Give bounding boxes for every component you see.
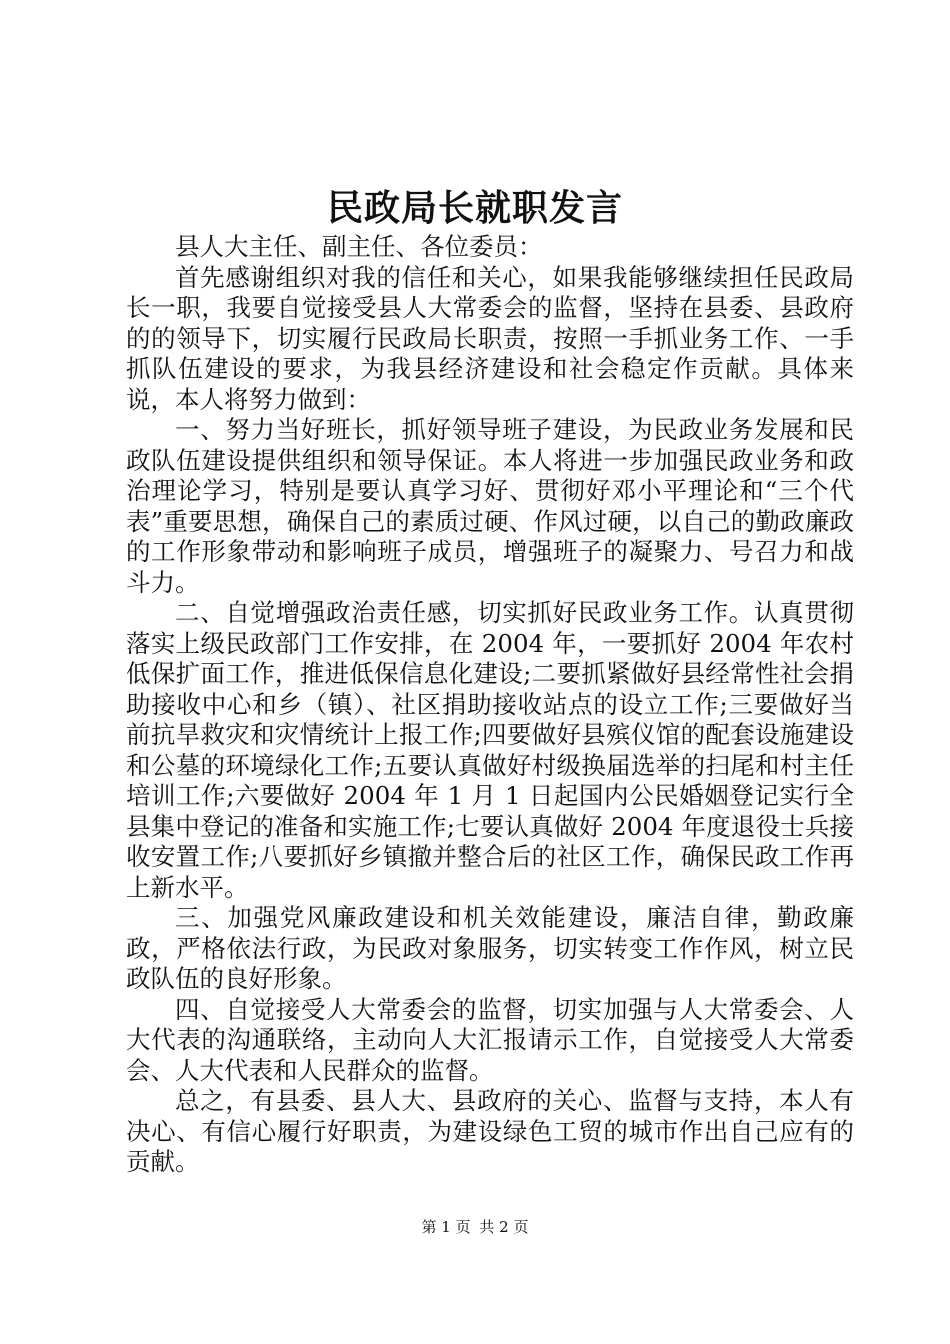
- page-footer: [0, 1217, 950, 1237]
- paragraph-intro: 首先感谢组织对我的信任和关心，如果我能够继续担任民政局长一职，我要自觉接受县人大常委会的监督，坚持在县委、县政府的的领导下，切实履行民政局长职责，按照一手抓业务工作、一手抓队伍建设的要求，为我县经济建设和社会稳定作贡献。具体来说，本人将努力做到：: [126, 262, 854, 414]
- paragraph-conclusion: 总之，有县委、县人大、县政府的关心、监督与支持，本人有决心、有信心履行好职责，为建设绿色工贸的城市作出自己应有的贡献。: [126, 1086, 854, 1176]
- document-title: 民政局长就职发言: [326, 187, 623, 229]
- document-body: [126, 232, 854, 1178]
- paragraph-four: 四、自觉接受人大常委会的监督，切实加强与人大常委会、人大代表的沟通联络，主动向人大汇报请示工作，自觉接受人大常委会、人大代表和人民群众的监督。: [126, 994, 854, 1085]
- paragraph-one: 一、努力当好班长，抓好领导班子建设，为民政业务发展和民政队伍建设提供组织和领导保证。本人将进一步加强民政业务和政治理论学习，特别是要认真学习好、贯彻好邓小平理论和“三个代表”重要思想，确保自己的素质过硬、作风过硬，以自己的勤政廉政的工作形象带动和影响班子成员，增强班子的凝聚力、号召力和战斗力。: [126, 415, 854, 597]
- salutation: 县人大主任、副主任、各位委员：: [175, 232, 543, 261]
- paragraph-two: 二、自觉增强政治责任感，切实抓好民政业务工作。认真贯彻落实上级民政部门工作安排，在 2004 年，一要抓好 2004 年农村低保扩面工作，推进低保信息化建设;二要抓紧做好县经常性社会捐助接收中心和乡（镇）、社区捐助接收站点的设立工作;三要做好当前抗旱救灾和灾情统计上报工作;四要做好县殡仪馆的配套设施建设和公墓的环境绿化工作;五要认真做好村级换届选举的扫尾和村主任培训工作;六要做好 2004 年 1 月 1 日起国内公民婚姻登记实行全县集中登记的准备和实施工作;七要认真做好 2004 年度退役士兵接收安置工作;八要抓好乡镇撤并整合后的社区工作，确保民政工作再上新水平。: [126, 598, 854, 902]
- page-number: 第 1 页: [421, 1218, 471, 1236]
- paragraph-three: 三、加强党风廉政建设和机关效能建设，廉洁自律，勤政廉政，严格依法行政，为民政对象服务，切实转变工作作风，树立民政队伍的良好形象。: [126, 903, 854, 993]
- page-total: 共 2 页: [479, 1218, 529, 1236]
